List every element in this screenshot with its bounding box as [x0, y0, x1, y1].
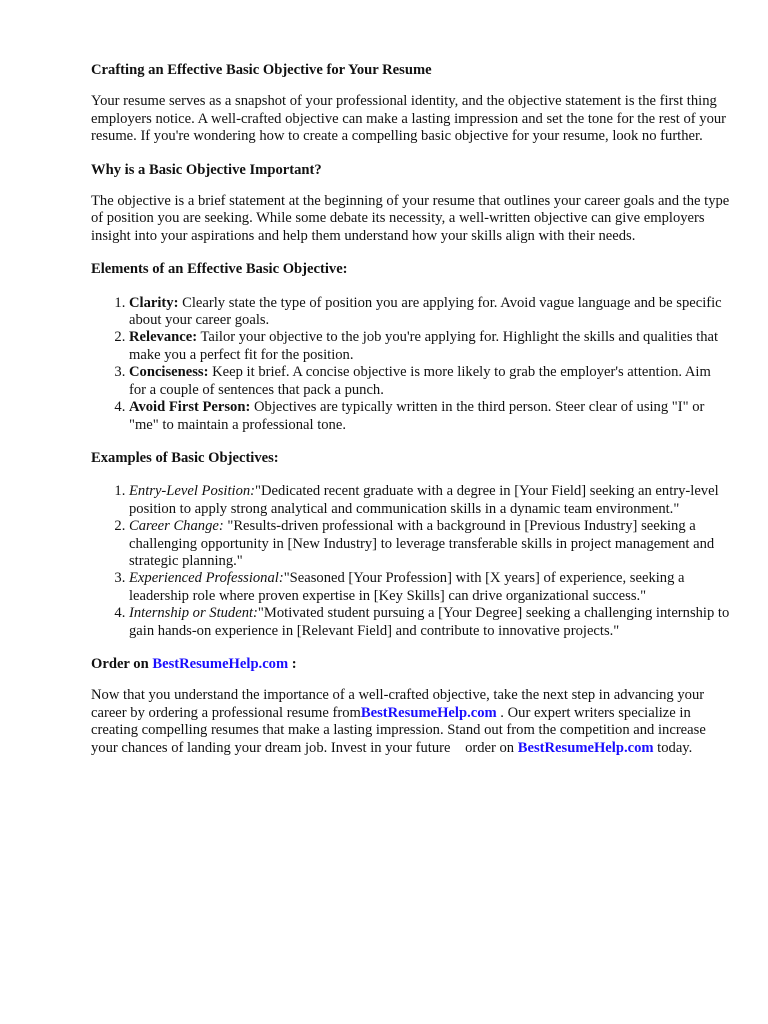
item-term: Entry-Level Position: — [129, 483, 256, 500]
document-title: Crafting an Effective Basic Objective for Your Resume — [91, 62, 432, 78]
order-link-1[interactable]: BestResumeHelp.com — [360, 704, 497, 721]
list-item — [129, 605, 731, 640]
order-heading-prefix: Order on — [91, 655, 153, 672]
list-item — [129, 518, 731, 570]
item-text: Clearly state the type of position you are applying for. Avoid vague language and be specific about your career goals. — [129, 294, 722, 329]
item-term: Career Change: — [129, 518, 224, 535]
order-heading-link[interactable]: BestResumeHelp.com — [152, 655, 289, 672]
order-heading — [91, 656, 731, 673]
item-text: "Motivated student pursuing a [Your Degree] seeking a challenging internship to gain hands-on experience in [Relevant Field] and contribute to innovative projects." — [129, 605, 730, 639]
order-link-2[interactable]: BestResumeHelp.com — [517, 739, 654, 756]
examples-heading: Examples of Basic Objectives: — [91, 449, 279, 466]
item-term: Conciseness: — [129, 364, 209, 381]
item-term: Internship or Student: — [129, 605, 258, 622]
list-item — [129, 570, 731, 605]
why-paragraph: The objective is a brief statement at the beginning of your resume that outlines your career goals and the type of position you are seeking. While some debate its necessity, a well-written objective can give employers insight into your aspirations and help them understand how your skills align with their needs. — [91, 193, 730, 244]
why-heading: Why is a Basic Objective Important? — [91, 161, 322, 178]
list-item — [129, 364, 731, 399]
item-term: Clarity: — [129, 294, 179, 311]
examples-list — [91, 483, 731, 640]
elements-list — [91, 295, 731, 434]
item-term: Avoid First Person: — [129, 399, 251, 416]
item-text: Objectives are typically written in the third person. Steer clear of using "I" or "me" to maintain a professional tone. — [129, 399, 705, 433]
item-text: "Results-driven professional with a background in [Previous Industry] seeking a challenging opportunity in [New Industry] to leverage transferable skills in project management and strategic planning." — [129, 518, 715, 569]
list-item — [129, 399, 731, 434]
order-paragraph — [91, 687, 731, 757]
item-term: Relevance: — [129, 329, 198, 346]
list-item — [129, 329, 731, 364]
item-term: Experienced Professional: — [129, 570, 284, 587]
list-item — [129, 483, 731, 518]
order-text-1: Now that you understand the importance of a well-crafted objective, take the next step in advancing your career by ordering a professional resume from — [91, 687, 708, 721]
document-page — [91, 62, 731, 757]
item-text: "Dedicated recent graduate with a degree in [Your Field] seeking an entry-level position to apply strong analytical and communication skills in a dynamic team environment." — [129, 483, 719, 517]
item-text: Keep it brief. A concise objective is more likely to grab the employer's attention. Aim for a couple of sentences that pack a punch. — [129, 364, 711, 398]
item-text: "Seasoned [Your Profession] with [X years] of experience, seeking a leadership role where proven expertise in [Key Skills] can drive organizational success." — [129, 570, 685, 604]
order-heading-suffix: : — [288, 655, 297, 672]
elements-heading: Elements of an Effective Basic Objective: — [91, 261, 348, 278]
list-item — [129, 295, 731, 330]
order-text-3: today. — [653, 739, 693, 756]
item-text: Tailor your objective to the job you're applying for. Highlight the skills and qualities that make you a perfect fit for the position. — [129, 329, 719, 363]
order-text-2: . Our expert writers specialize in creating compelling resumes that make a lasting impression. Stand out from the competition and increase your chances of landing your dream job. Invest in your future order on — [91, 704, 710, 756]
intro-paragraph: Your resume serves as a snapshot of your professional identity, and the objective statement is the first thing employers notice. A well-crafted objective can make a lasting impression and set the tone for the rest of your resume. If you're wondering how to create a compelling basic objective for your resume, look no further. — [91, 93, 727, 145]
